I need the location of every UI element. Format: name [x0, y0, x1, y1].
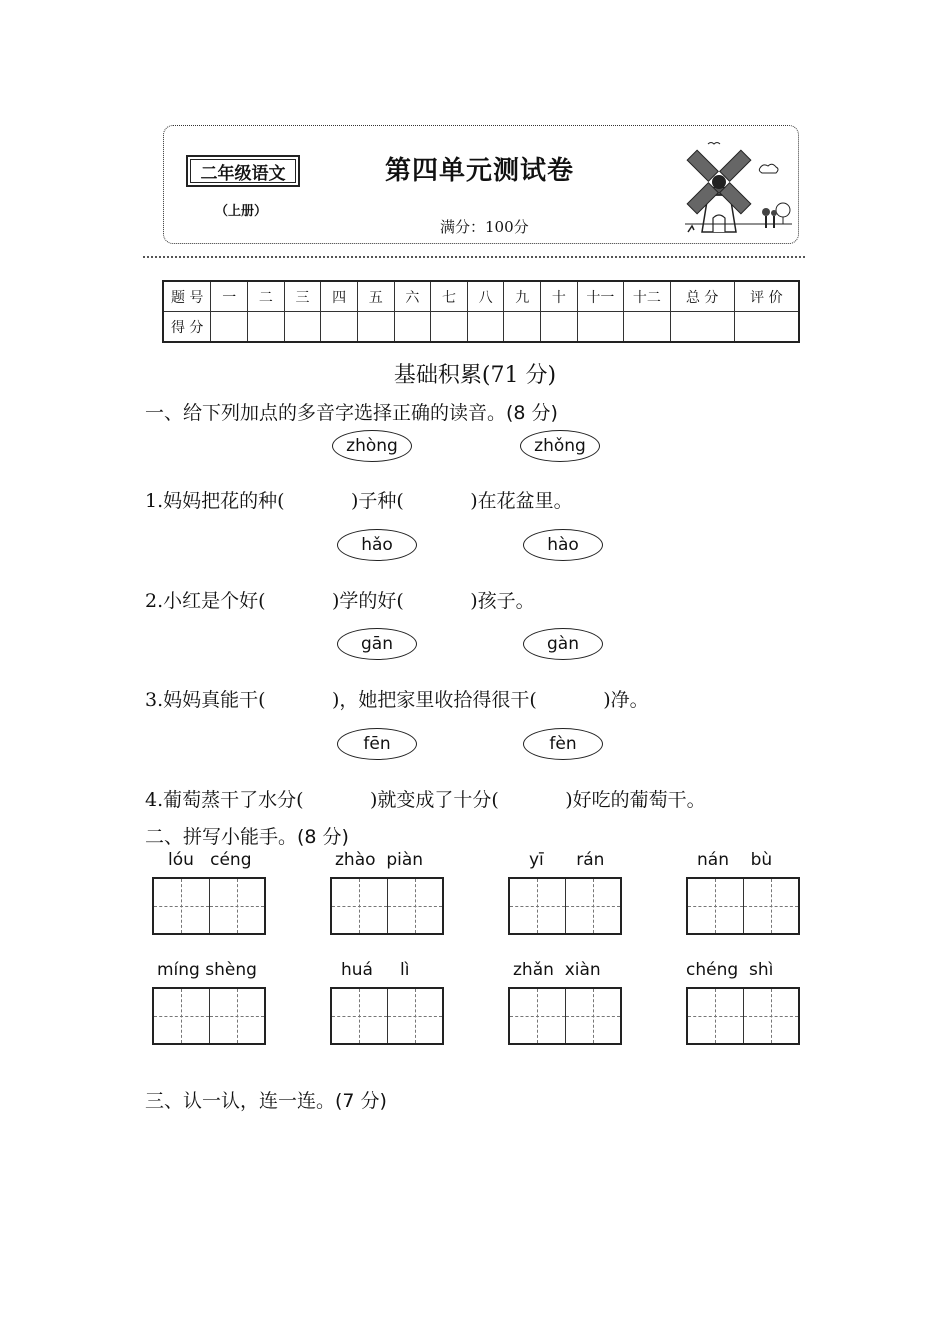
score-input-cell[interactable]: [211, 312, 248, 343]
pinyin-label: nán bù: [697, 850, 773, 870]
table-cell: 三: [284, 281, 321, 312]
pinyin-label: zhào piàn: [335, 850, 424, 870]
writing-grid[interactable]: [330, 987, 444, 1045]
writing-grid[interactable]: [152, 987, 266, 1045]
score-input-cell[interactable]: [431, 312, 468, 343]
score-input-cell[interactable]: [734, 312, 799, 343]
table-cell: 题 号: [163, 281, 211, 312]
full-score: 满分：100分: [440, 218, 529, 236]
question-3-title: 三、认一认，连一连。(7 分): [145, 1090, 387, 1112]
question-1-item-3: 3.妈妈真能干( )，她把家里收拾得很干( )净。: [145, 689, 649, 711]
score-table: [162, 280, 800, 343]
writing-grid[interactable]: [686, 877, 800, 935]
table-cell: 十二: [624, 281, 670, 312]
question-1-item-4: 4.葡萄蒸干了水分( )就变成了十分( )好吃的葡萄干。: [145, 789, 706, 811]
pinyin-label: míng shèng: [157, 960, 257, 980]
question-2-title: 二、拼写小能手。(8 分): [145, 826, 349, 848]
section-title: 基础积累(71 分): [393, 363, 557, 388]
score-input-cell[interactable]: [284, 312, 321, 343]
score-input-cell[interactable]: [321, 312, 358, 343]
score-input-cell[interactable]: [467, 312, 504, 343]
question-1-item-1: 1.妈妈把花的种( )子种( )在花盆里。: [145, 490, 573, 512]
score-input-cell[interactable]: [624, 312, 670, 343]
table-cell: 四: [321, 281, 358, 312]
table-cell: 二: [248, 281, 285, 312]
writing-grid[interactable]: [508, 877, 622, 935]
table-cell: 七: [431, 281, 468, 312]
grade-badge: 二年级语文: [186, 155, 300, 187]
table-cell: 九: [504, 281, 541, 312]
table-cell: 得 分: [163, 312, 211, 343]
score-input-cell[interactable]: [394, 312, 431, 343]
pinyin-label: huá lì: [341, 960, 410, 980]
writing-grid[interactable]: [508, 987, 622, 1045]
pinyin-option: gān: [337, 628, 417, 660]
score-input-cell[interactable]: [670, 312, 734, 343]
table-cell: 五: [357, 281, 394, 312]
question-1-title: 一、给下列加点的多音字选择正确的读音。(8 分): [145, 402, 558, 424]
windmill-illustration: [680, 140, 795, 235]
divider-line: [143, 256, 805, 258]
table-cell: 一: [211, 281, 248, 312]
score-input-cell[interactable]: [541, 312, 578, 343]
score-table-header-row: [163, 281, 799, 312]
pinyin-option: hǎo: [337, 529, 417, 561]
test-title: 第四单元测试卷: [385, 156, 575, 186]
table-cell: 六: [394, 281, 431, 312]
pinyin-option: zhǒng: [520, 430, 600, 462]
pinyin-option: fēn: [337, 728, 417, 760]
pinyin-option: zhòng: [332, 430, 412, 462]
writing-grid[interactable]: [686, 987, 800, 1045]
score-input-cell[interactable]: [504, 312, 541, 343]
score-table-score-row: [163, 312, 799, 343]
writing-grid[interactable]: [152, 877, 266, 935]
table-cell: 十一: [577, 281, 623, 312]
table-cell: 评 价: [734, 281, 799, 312]
writing-grid[interactable]: [330, 877, 444, 935]
score-input-cell[interactable]: [577, 312, 623, 343]
pinyin-option: gàn: [523, 628, 603, 660]
pinyin-label: yī rán: [529, 850, 605, 870]
pinyin-option: fèn: [523, 728, 603, 760]
table-cell: 八: [467, 281, 504, 312]
pinyin-label: chéng shì: [686, 960, 774, 980]
pinyin-label: zhǎn xiàn: [513, 960, 601, 980]
question-1-item-2: 2.小红是个好( )学的好( )孩子。: [145, 590, 535, 612]
score-input-cell[interactable]: [357, 312, 394, 343]
table-cell: 十: [541, 281, 578, 312]
score-input-cell[interactable]: [248, 312, 285, 343]
pinyin-option: hào: [523, 529, 603, 561]
pinyin-label: lóu céng: [168, 850, 252, 870]
table-cell: 总 分: [670, 281, 734, 312]
volume-label: （上册）: [215, 204, 268, 219]
